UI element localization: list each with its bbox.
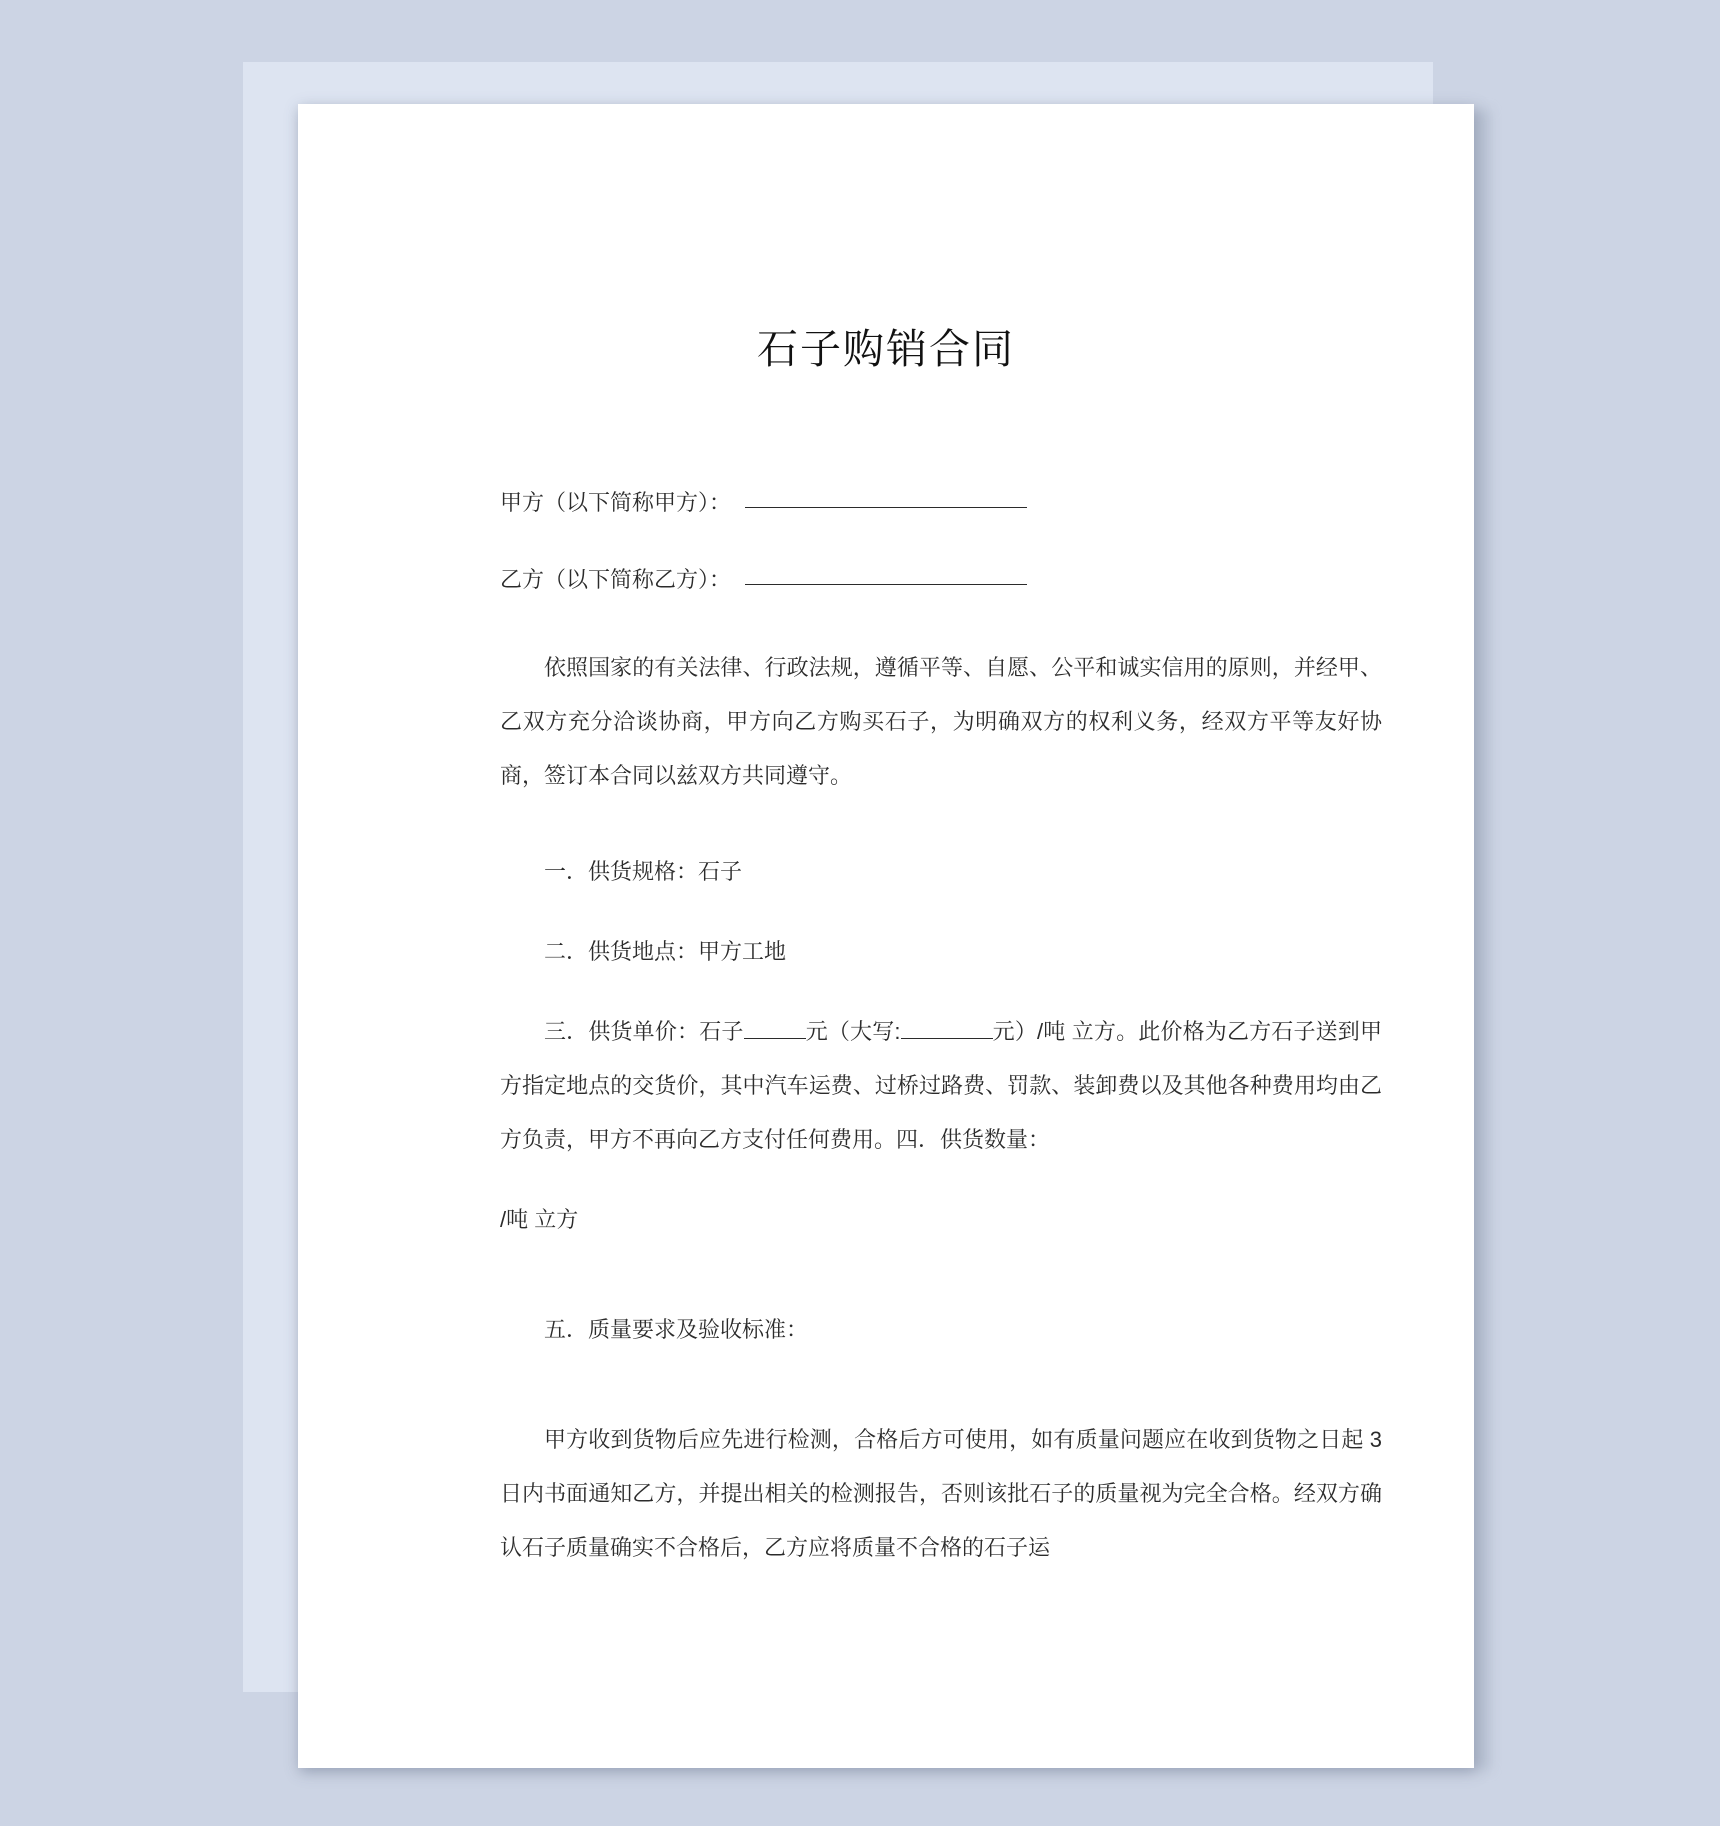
clause-1-text: 供货规格：石子 xyxy=(588,859,743,884)
party-line-a xyxy=(500,487,1382,514)
clause-item-5: 五．质量要求及验收标准： xyxy=(544,1317,809,1342)
clause-item-2 xyxy=(500,925,1382,979)
clause-2-number: 二． xyxy=(544,939,589,964)
spacer-2 xyxy=(500,1273,1382,1303)
party-line-b xyxy=(500,564,1382,591)
clause-item-1 xyxy=(500,845,1382,899)
clause-1-number: 一． xyxy=(544,859,589,884)
unit-price-blank[interactable] xyxy=(744,1020,806,1039)
clause-3-mid: 元（大写: xyxy=(805,1019,901,1044)
clause-3-prefix: 三．供货单价：石子 xyxy=(544,1019,744,1044)
clause-2-text: 供货地点：甲方工地 xyxy=(588,939,787,964)
page-title: 石子购销合同 xyxy=(757,326,1015,372)
clause-5-body: 甲方收到货物后应先进行检测，合格后方可使用，如有质量问题应在收到货物之日起 3 日内书面通知乙方，并提出相关的检测报告，否则该批石子的质量视为完全合格。经双方确认石子质量确实不合格后，乙方应将质量不合格的石子运 xyxy=(500,1427,1382,1560)
party-b-label: 乙方（以下简称乙方）： xyxy=(500,567,732,592)
clause-item-4-tail: /吨 立方 xyxy=(500,1207,579,1232)
document-body xyxy=(298,487,1474,1575)
clause-3-after: 元）/吨 立方。此价格为乙方石子送到甲方指定地点的交货价，其中汽车运费、过桥过路费、罚款、装卸费以及其他各种费用均由乙方负责，甲方不再向乙方支付任何费用。四．供货数量： xyxy=(500,1019,1382,1152)
spacer-3 xyxy=(500,1383,1382,1413)
party-a-label: 甲方（以下简称甲方）： xyxy=(500,490,732,515)
clause-item-3 xyxy=(500,1005,1382,1167)
spacer xyxy=(500,829,1382,845)
document-page xyxy=(298,104,1474,1768)
preamble-paragraph: 依照国家的有关法律、行政法规，遵循平等、自愿、公平和诚实信用的原则，并经甲、乙双方充分洽谈协商，甲方向乙方购买石子，为明确双方的权利义务，经双方平等友好协商，签订本合同以兹双方共同遵守。 xyxy=(500,655,1382,788)
party-a-blank[interactable] xyxy=(745,487,1027,508)
unit-price-words-blank[interactable] xyxy=(901,1020,993,1039)
party-b-blank[interactable] xyxy=(745,564,1027,585)
